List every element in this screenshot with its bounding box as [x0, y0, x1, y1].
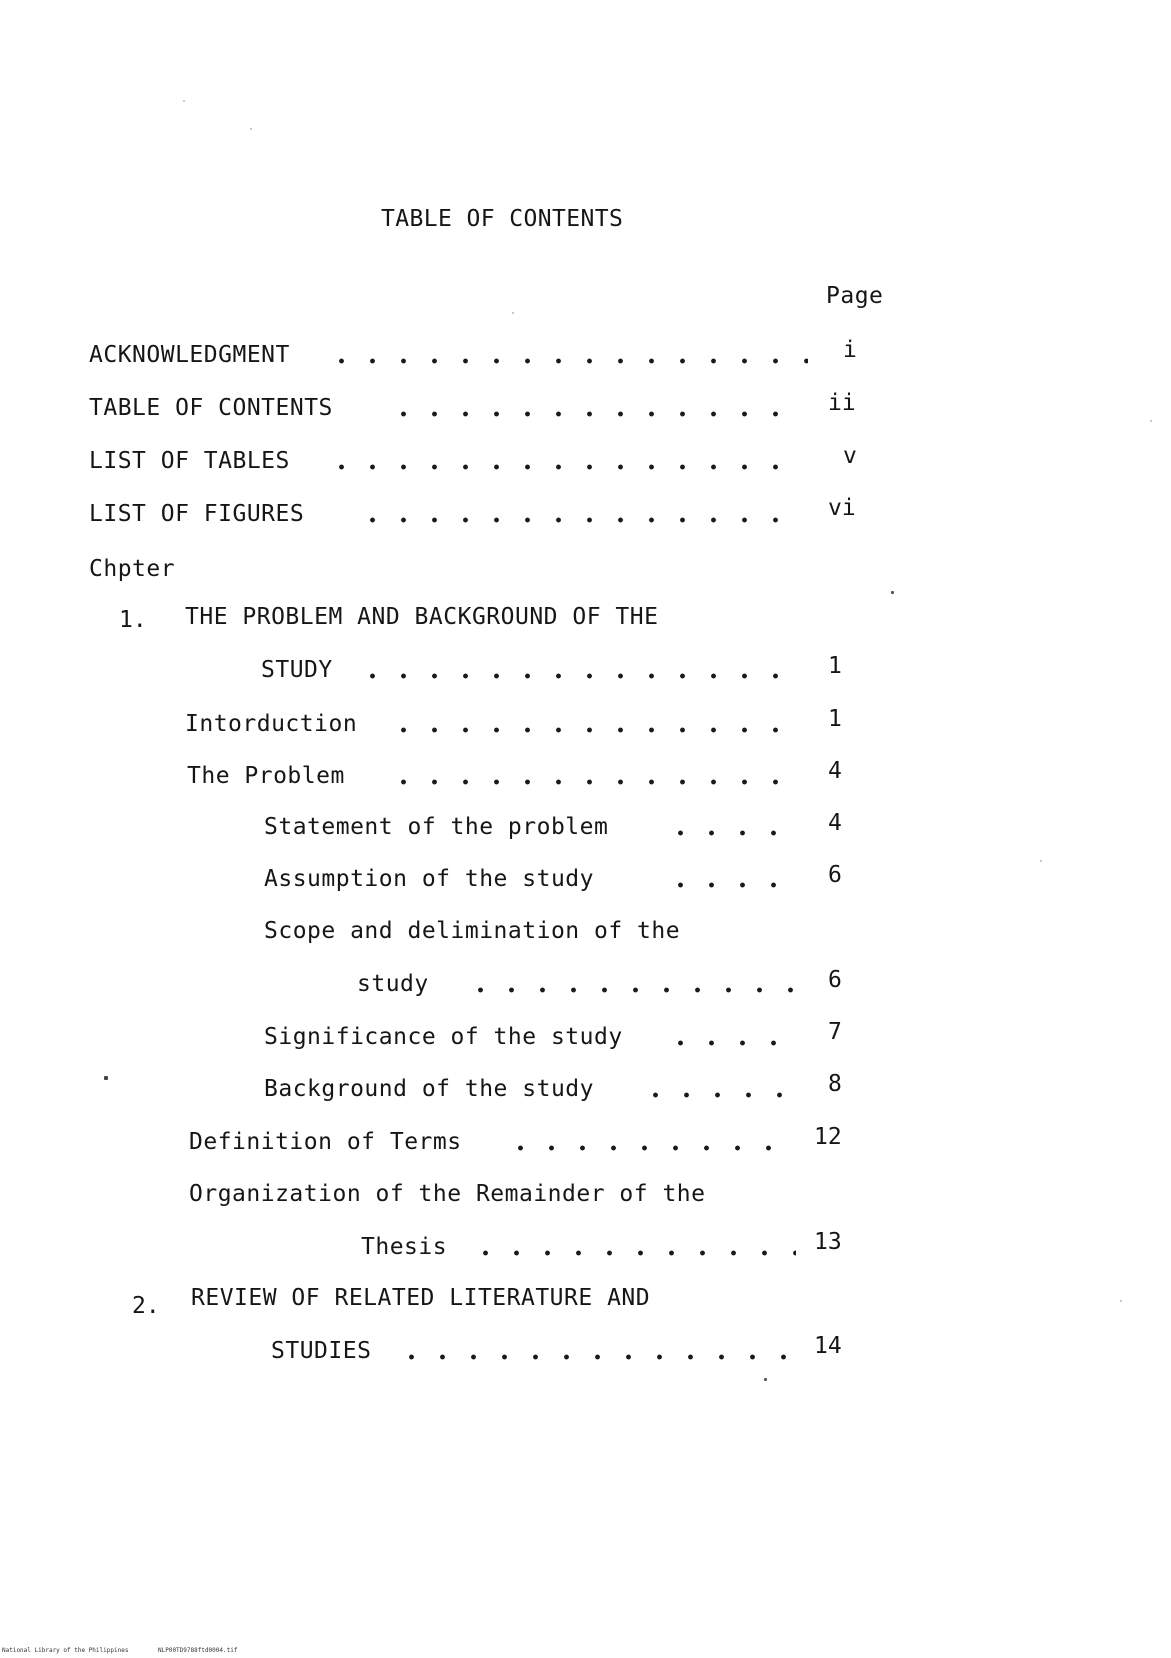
- dot-leader: [388, 411, 796, 417]
- subsection-label-continued: study: [357, 971, 429, 997]
- chapter-title: REVIEW OF RELATED LITERATURE AND: [191, 1285, 651, 1311]
- scan-speck: [104, 1076, 108, 1080]
- entry-label: ACKNOWLEDGMENT: [89, 342, 290, 368]
- subsection-label: Assumption of the study: [264, 866, 594, 892]
- scan-speck: [1040, 860, 1042, 862]
- dot-leader: [470, 1250, 796, 1256]
- scan-footer-file-id: NLP00TD9788ftd0004.tif: [158, 1647, 238, 1654]
- chapter-header: Chpter: [89, 556, 176, 582]
- page-title: TABLE OF CONTENTS: [381, 206, 624, 232]
- entry-page-number: vi: [828, 495, 856, 521]
- page-column-header: Page: [826, 283, 884, 309]
- entry-label: LIST OF TABLES: [89, 448, 290, 474]
- dot-leader: [505, 1145, 796, 1151]
- entry-label: LIST OF FIGURES: [89, 501, 305, 527]
- dot-leader: [665, 882, 796, 888]
- dot-leader: [357, 517, 796, 523]
- scan-speck: [891, 591, 894, 594]
- entry-page-number: 1: [828, 706, 842, 732]
- subsection-label: Statement of the problem: [264, 814, 609, 840]
- scan-speck: [1150, 420, 1152, 422]
- scan-footer-library: National Library of the Philippines: [2, 1647, 129, 1654]
- dot-leader: [326, 358, 808, 364]
- section-label: Intorduction: [185, 711, 358, 737]
- subsection-label: Scope and delimination of the: [264, 918, 681, 944]
- dot-leader: [465, 987, 796, 993]
- entry-page-number: 4: [828, 758, 842, 784]
- chapter-number: 2.: [132, 1293, 160, 1319]
- dot-leader: [640, 1092, 796, 1098]
- entry-page-number: 12: [814, 1124, 842, 1150]
- section-label-continued: Thesis: [361, 1234, 448, 1260]
- section-label: Organization of the Remainder of the: [189, 1181, 706, 1207]
- entry-page-number: 7: [828, 1019, 842, 1045]
- entry-page-number: 4: [828, 810, 842, 836]
- dot-leader: [396, 1354, 796, 1360]
- subsection-label: Background of the study: [264, 1076, 594, 1102]
- entry-page-number: 1: [828, 653, 842, 679]
- dot-leader: [665, 1040, 796, 1046]
- chapter-title: THE PROBLEM AND BACKGROUND OF THE: [185, 604, 659, 630]
- dot-leader: [357, 673, 796, 679]
- scan-speck: [183, 100, 185, 102]
- entry-page-number: v: [843, 443, 857, 469]
- dot-leader: [665, 830, 796, 836]
- chapter-title-continued: STUDY: [261, 657, 333, 683]
- chapter-number: 1.: [119, 607, 147, 633]
- dot-leader: [388, 727, 796, 733]
- chapter-title-continued: STUDIES: [271, 1338, 372, 1364]
- entry-page-number: 14: [814, 1333, 842, 1359]
- entry-page-number: ii: [828, 390, 856, 416]
- scan-speck: [250, 128, 252, 130]
- section-label: Definition of Terms: [189, 1129, 462, 1155]
- entry-page-number: i: [843, 337, 857, 363]
- section-label: The Problem: [187, 763, 345, 789]
- dot-leader: [326, 464, 782, 470]
- dot-leader: [388, 779, 796, 785]
- entry-page-number: 6: [828, 967, 842, 993]
- scan-speck: [1120, 1300, 1122, 1302]
- entry-page-number: 8: [828, 1071, 842, 1097]
- scan-speck: [512, 312, 514, 314]
- entry-page-number: 6: [828, 862, 842, 888]
- entry-label: TABLE OF CONTENTS: [89, 395, 333, 421]
- subsection-label: Significance of the study: [264, 1024, 623, 1050]
- scan-speck: [764, 1378, 767, 1381]
- entry-page-number: 13: [814, 1229, 842, 1255]
